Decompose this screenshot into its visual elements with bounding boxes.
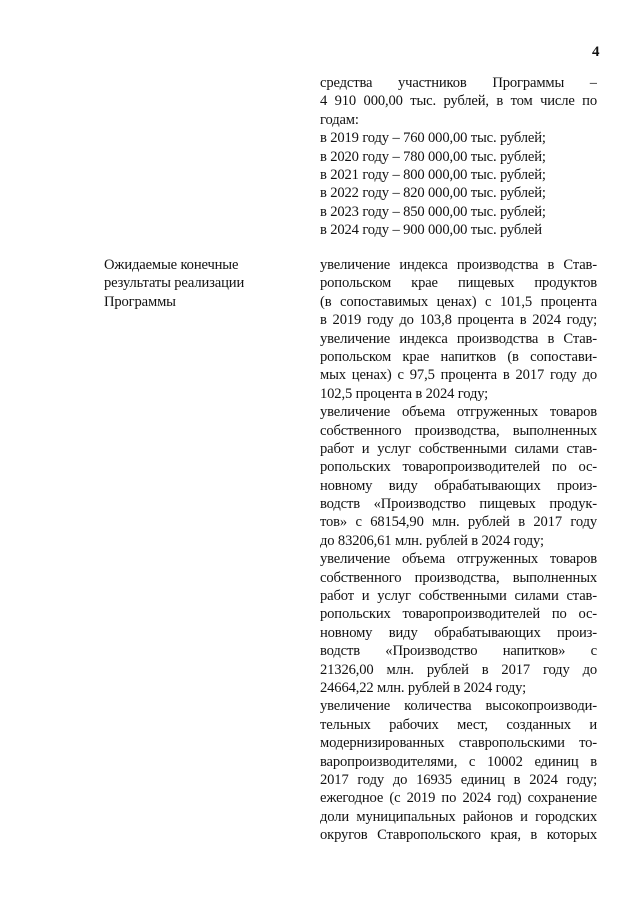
results-line: (в сопоставимых ценах) с 101,5 процента bbox=[320, 293, 597, 310]
results-line: ежегодное (с 2019 по 2024 год) сохранение bbox=[320, 790, 597, 807]
results-line: 102,5 процента в 2024 году; bbox=[320, 385, 489, 402]
results-line: модернизированных ставропольскими то- bbox=[320, 735, 597, 752]
results-line: увеличение объема отгруженных товаров bbox=[320, 404, 597, 421]
results-label bbox=[104, 256, 294, 311]
results-line: собственного производства, выполненных bbox=[320, 422, 597, 439]
results-line: водств «Производство напитков» с bbox=[320, 643, 597, 660]
funding-line: в 2023 году – 850 000,00 тыс. рублей; bbox=[320, 203, 546, 220]
funding-line: в 2024 году – 900 000,00 тыс. рублей bbox=[320, 222, 542, 239]
results-line: тов» с 68154,90 млн. рублей в 2017 году bbox=[320, 514, 597, 531]
funding-line: в 2021 году – 800 000,00 тыс. рублей; bbox=[320, 166, 546, 183]
results-line: собственного производства, выполненных bbox=[320, 569, 597, 586]
funding-line: 4 910 000,00 тыс. рублей, в том числе по bbox=[320, 93, 597, 110]
results-text bbox=[320, 256, 597, 845]
results-line: увеличение индекса производства в Став- bbox=[320, 330, 597, 347]
results-line: округов Ставропольского края, в которых bbox=[320, 827, 597, 844]
results-line: мых ценах) с 97,5 процента в 2017 году до bbox=[320, 367, 597, 384]
results-line: варопроизводителями, с 10002 единиц в bbox=[320, 753, 597, 770]
results-line: новному виду обрабатывающих произ- bbox=[320, 624, 597, 641]
results-line: ропольском крае напитков (в сопостави- bbox=[320, 348, 597, 365]
funding-line: в 2019 году – 760 000,00 тыс. рублей; bbox=[320, 130, 546, 147]
results-label-line: результаты реализации bbox=[104, 275, 245, 292]
results-line: ропольском крае пищевых продуктов bbox=[320, 275, 597, 292]
results-line: увеличение индекса производства в Став- bbox=[320, 257, 597, 273]
results-line: новному виду обрабатывающих произ- bbox=[320, 477, 597, 494]
funding-line: в 2020 году – 780 000,00 тыс. рублей; bbox=[320, 148, 546, 165]
results-line: тельных рабочих мест, созданных и bbox=[320, 716, 597, 733]
results-line: 21326,00 млн. рублей в 2017 году до bbox=[320, 661, 597, 678]
results-line: увеличение количества высокопроизводи- bbox=[320, 698, 597, 715]
results-line: работ и услуг собственными силами став- bbox=[320, 588, 597, 605]
results-line: в 2019 году до 103,8 процента в 2024 году; bbox=[320, 312, 597, 329]
funding-text bbox=[320, 74, 597, 240]
funding-line: в 2022 году – 820 000,00 тыс. рублей; bbox=[320, 185, 546, 202]
results-line: водств «Производство пищевых продук- bbox=[320, 496, 597, 513]
results-line: ропольских товаропроизводителей по ос- bbox=[320, 606, 597, 623]
results-line: ропольских товаропроизводителей по ос- bbox=[320, 459, 597, 476]
page-number: 4 bbox=[592, 44, 600, 60]
results-label-line: Программы bbox=[104, 293, 176, 310]
funding-line: средства участников Программы – bbox=[320, 75, 597, 91]
results-line: 24664,22 млн. рублей в 2024 году; bbox=[320, 679, 526, 696]
results-line: увеличение объема отгруженных товаров bbox=[320, 551, 597, 568]
funding-line: годам: bbox=[320, 111, 359, 128]
results-label-line: Ожидаемые конечные bbox=[104, 257, 239, 273]
results-line: до 83206,61 млн. рублей в 2024 году; bbox=[320, 532, 544, 549]
results-line: доли муниципальных районов и городских bbox=[320, 808, 597, 825]
results-line: работ и услуг собственными силами став- bbox=[320, 440, 597, 457]
results-line: 2017 году до 16935 единиц в 2024 году; bbox=[320, 771, 597, 788]
